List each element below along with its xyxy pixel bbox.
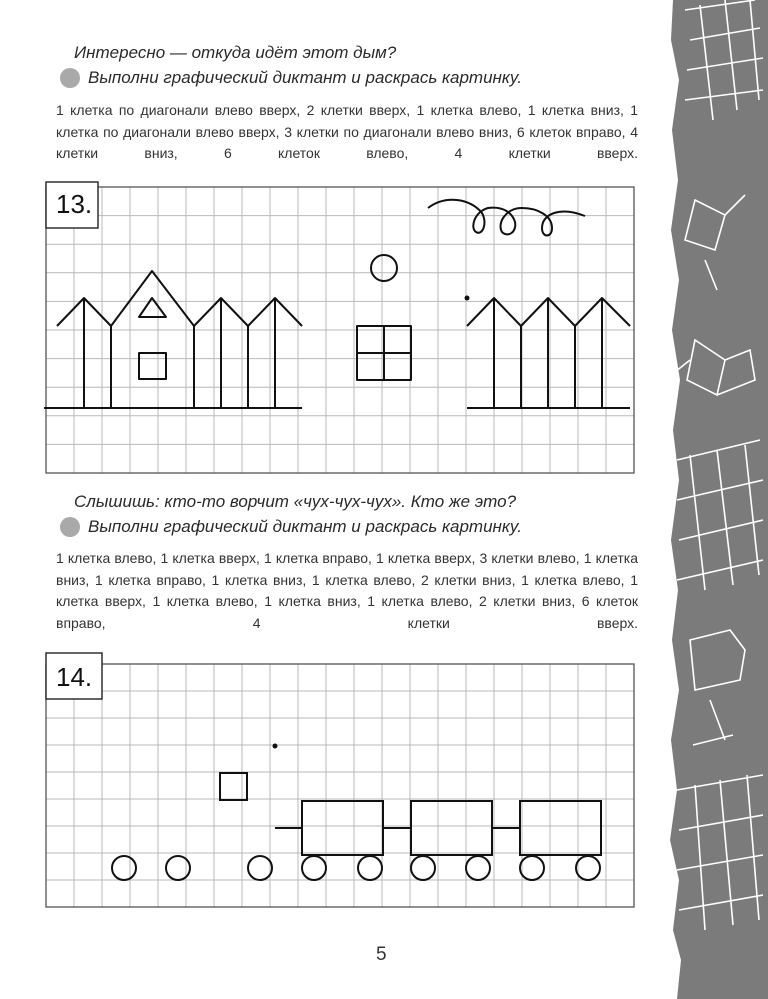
exercise-13-instruction-text: Выполни графический диктант и раскрась картинку. — [88, 68, 523, 87]
exercise-14-dictation: 1 клетка влево, 1 клетка вверх, 1 клетка вправо, 1 клетка вверх, 3 клетки влево, 1 клетка вниз, 1 клетка вправо, 1 клетка вниз, 1 клетка влево, 2 клетки вниз, 1 клетка влево, 1 клетка вверх, 1 клетка влево, 1 клетка вниз, 1 клетка влево, 2 клетки вниз, 6 клеток вправо, 4 клетки вверх. — [56, 550, 638, 631]
start-point-dot — [273, 744, 278, 749]
grid-exercise-14 — [46, 664, 634, 907]
exercise-14-number: 14. — [56, 662, 93, 692]
start-point-dot — [465, 296, 470, 301]
drawing-exercise-13 — [44, 200, 630, 408]
exercise-13-dictation: 1 клетка по диагонали влево вверх, 2 клетки вверх, 1 клетка влево, 1 клетка вниз, 1 клетка по диагонали влево вверх, 3 клетки по диагонали влево вниз, 6 клеток вправо, 4 клетки вниз, 6 клеток влево, 4 клетки вверх. — [56, 102, 638, 161]
grid-exercise-13 — [46, 187, 634, 473]
exercise-14-instruction-text: Выполни графический диктант и раскрась картинку. — [88, 517, 523, 536]
number-badge-13 — [46, 182, 98, 228]
number-badge-14 — [46, 653, 102, 699]
exercise-14-title: Слышишь: кто-то ворчит «чух-чух-чух». Кто же это? — [74, 492, 517, 511]
exercise-13-number: 13. — [56, 189, 93, 219]
exercise-13-title: Интересно — откуда идёт этот дым? — [74, 43, 397, 62]
page-number: 5 — [376, 944, 387, 965]
